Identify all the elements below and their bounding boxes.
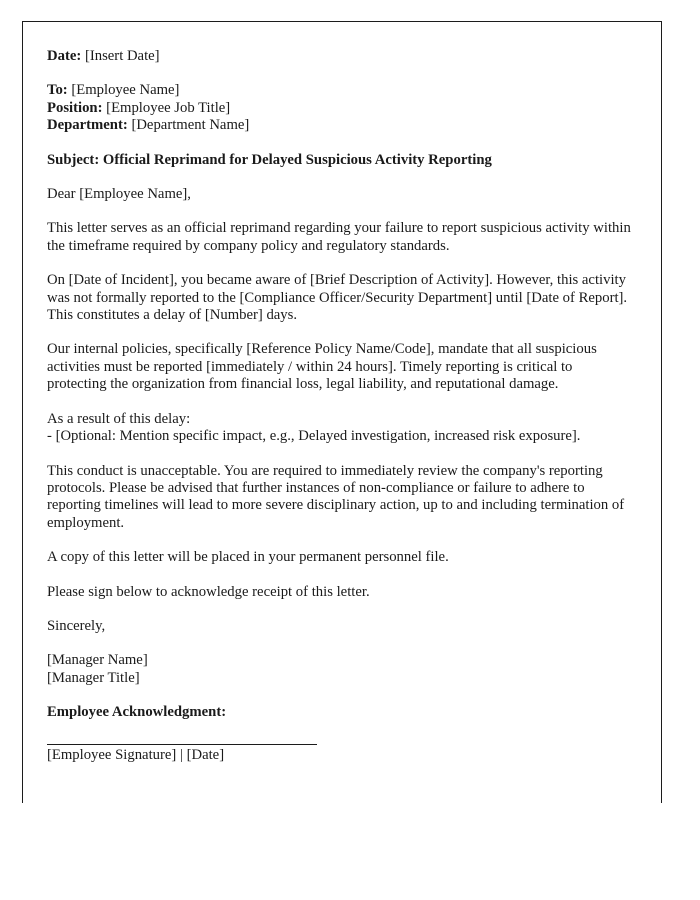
impact-block — [47, 411, 635, 446]
to-value: [Employee Name] — [71, 82, 180, 99]
date-label: Date: — [47, 48, 82, 64]
closing-salutation: Sincerely, — [47, 617, 106, 634]
closing-paragraph-2: A copy of this letter will be placed in your permanent personnel file. — [47, 549, 449, 566]
position-line — [47, 100, 635, 117]
manager-name: [Manager Name] — [47, 652, 148, 669]
date-value: [Insert Date] — [84, 48, 160, 64]
manager-title: [Manager Title] — [47, 669, 140, 686]
recipient-block — [47, 82, 635, 134]
impact-bullet: - [Optional: Mention specific impact, e.g., Delayed investigation, increased risk exposure]. — [47, 428, 581, 445]
signature-caption: [Employee Signature] | [Date] — [47, 746, 225, 763]
subject-line: Subject: Official Reprimand for Delayed Suspicious Activity Reporting — [47, 151, 492, 168]
acknowledgment-heading: Employee Acknowledgment: — [47, 704, 227, 721]
letter-page — [22, 21, 662, 803]
body-paragraph-2: On [Date of Incident], you became aware of [Brief Description of Activity]. However, this activity was not formally reported to the [Compliance Officer/Security Department] until [Date of Report]. This constitutes a delay of [Number] days. — [47, 272, 628, 324]
closing-paragraph-3: Please sign below to acknowledge receipt of this letter. — [47, 583, 370, 600]
date-line — [47, 48, 635, 65]
department-label: Department: — [47, 117, 128, 134]
department-value: [Department Name] — [131, 117, 250, 134]
signature-line — [47, 744, 317, 745]
to-line — [47, 82, 635, 99]
impact-lead-in: As a result of this delay: — [47, 410, 191, 427]
position-label: Position: — [47, 99, 103, 116]
department-line — [47, 117, 635, 134]
body-paragraph-1: This letter serves as an official reprimand regarding your failure to report suspicious activity within the timeframe required by company policy and regulatory standards. — [47, 220, 631, 254]
closing-paragraph-1: This conduct is unacceptable. You are required to immediately review the company's reporting protocols. Please be advised that further instances of non-compliance or failure to adhere to reporting timelines will lead to more severe disciplinary action, up to and including termination of employment. — [47, 462, 625, 531]
salutation: Dear [Employee Name], — [47, 186, 191, 203]
signature-block — [47, 652, 635, 687]
to-label: To: — [47, 82, 68, 99]
body-paragraph-3: Our internal policies, specifically [Reference Policy Name/Code], mandate that all suspicious activities must be reported [immediately / within 24 hours]. Timely reporting is critical to protecting the organization from financial loss, legal liability, and reputational damage. — [47, 341, 597, 393]
position-value: [Employee Job Title] — [106, 99, 231, 116]
letter-body — [23, 22, 661, 764]
